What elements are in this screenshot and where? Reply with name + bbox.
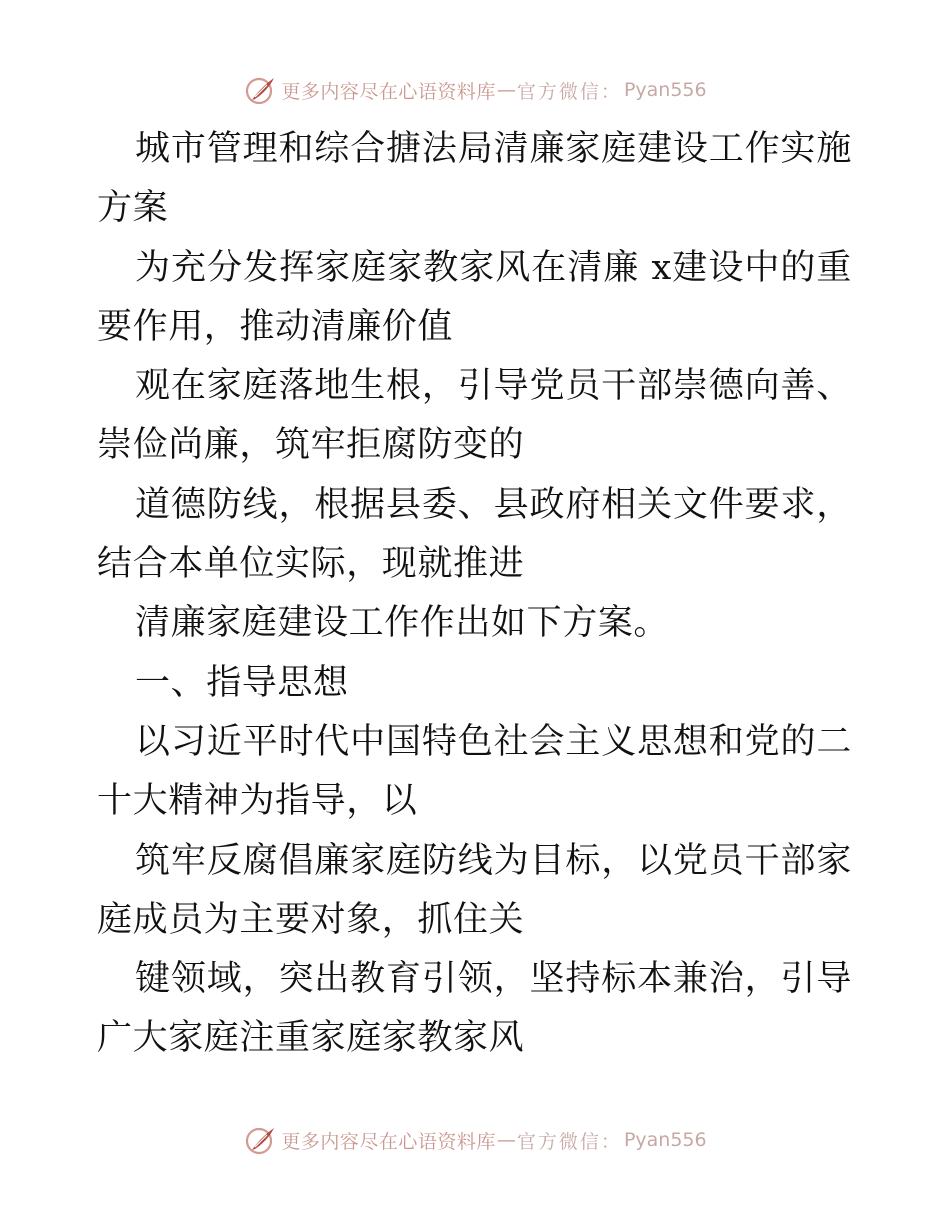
- watermark-label: 官方微信：: [516, 1130, 622, 1153]
- footer-watermark: [0, 1120, 950, 1160]
- paragraph: 筑牢反腐倡廉家庭防线为目标，以党员干部家庭成员为主要对象，抓住关: [97, 840, 852, 940]
- paragraph: 为充分发挥家庭家教家风在清廉 x建设中的重要作用，推动清廉价值: [97, 247, 852, 347]
- quill-pen-logo-icon: [243, 73, 277, 107]
- watermark-separator: —: [496, 79, 516, 101]
- watermark-label: 官方微信：: [516, 80, 622, 103]
- watermark-wechat-id: Pyan556: [623, 1129, 707, 1151]
- paragraph: 观在家庭落地生根，引导党员干部崇德向善、崇俭尚廉，筑牢拒腐防变的: [97, 366, 852, 466]
- watermark-wechat-id: Pyan556: [623, 79, 707, 101]
- document-title: 城市管理和综合搪法局清廉家庭建设工作实施方案: [97, 129, 852, 229]
- paragraph: 以习近平时代中国特色社会主义思想和党的二十大精神为指导，以: [97, 721, 852, 822]
- paragraph: 道德防线，根据县委、县政府相关文件要求，结合本单位实际，现就推进: [97, 484, 852, 585]
- paragraph: 键领域，突出教育引领，坚持标本兼治，引导广大家庭注重家庭家教家风: [97, 959, 852, 1059]
- paragraph: 清廉家庭建设工作作出如下方案。: [135, 603, 670, 644]
- quill-pen-logo-icon: [243, 1123, 277, 1157]
- document-body: [97, 120, 852, 1069]
- watermark-brand: 更多内容尽在心语资料库: [281, 1130, 496, 1153]
- header-watermark: [0, 70, 950, 110]
- watermark-separator: —: [496, 1129, 516, 1151]
- watermark-brand: 更多内容尽在心语资料库: [281, 80, 496, 103]
- section-heading: 一、指导思想: [135, 662, 349, 703]
